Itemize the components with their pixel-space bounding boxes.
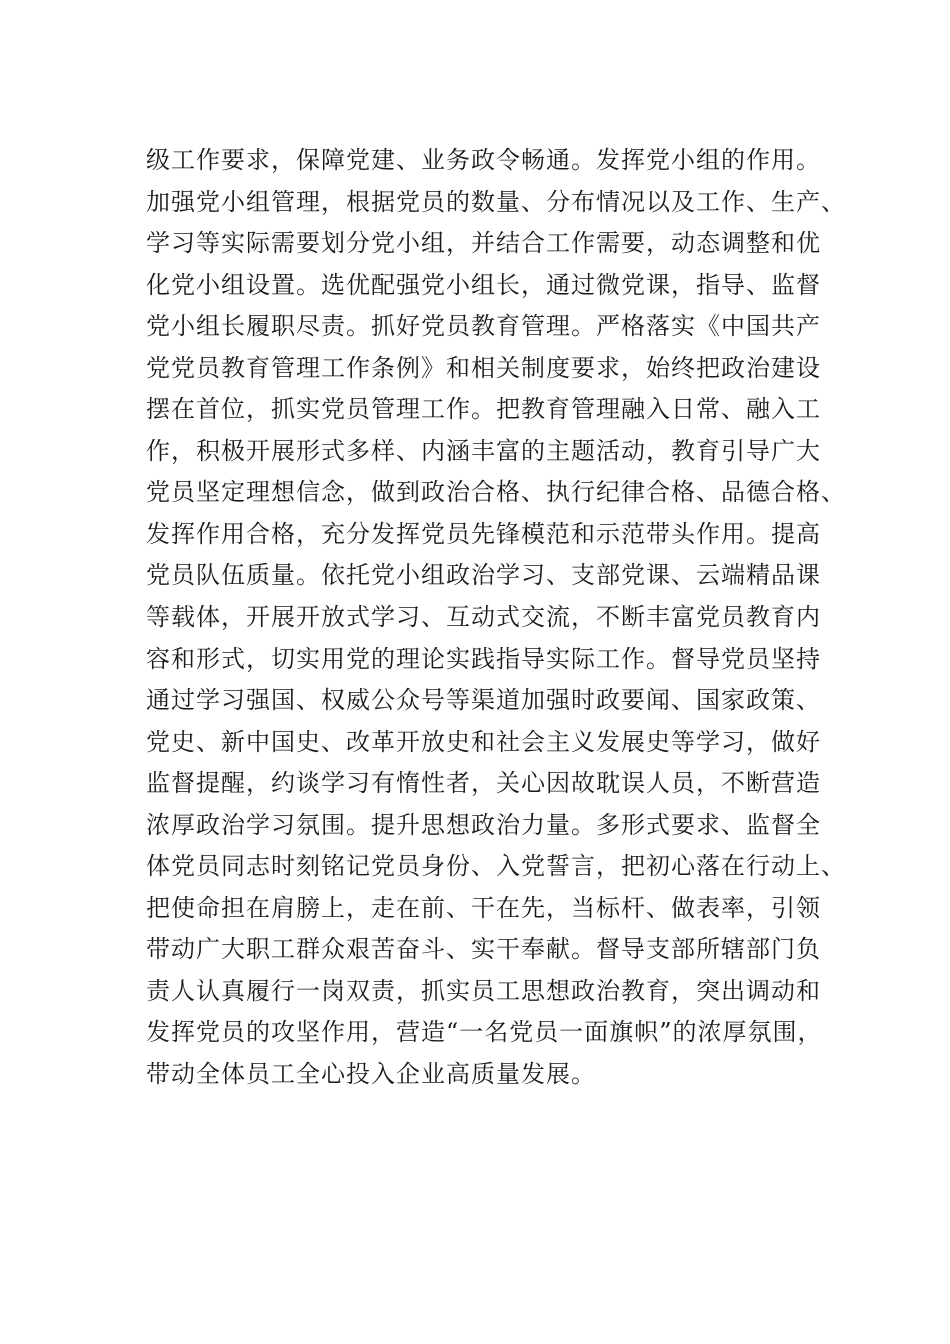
paragraph-line-15: 党史、新中国史、改革开放史和社会主义发展史等学习，做好 <box>146 727 821 756</box>
paragraph-line-20: 带动广大职工群众艰苦奋斗、实干奉献。督导支部所辖部门负 <box>146 935 821 964</box>
paragraph-line-8: 作，积极开展形式多样、内涵丰富的主题活动，教育引导广大 <box>146 436 821 465</box>
paragraph-line-22: 发挥党员的攻坚作用，营造“一名党员一面旗帜”的浓厚氛围， <box>146 1018 823 1047</box>
body-paragraph <box>146 140 846 1096</box>
paragraph-line-21: 责人认真履行一岗双责，抓实员工思想政治教育，突出调动和 <box>146 976 821 1005</box>
paragraph-line-7: 摆在首位，抓实党员管理工作。把教育管理融入日常、融入工 <box>146 395 821 424</box>
paragraph-line-19: 把使命担在肩膀上，走在前、干在先，当标杆、做表率，引领 <box>146 893 821 922</box>
paragraph-line-18: 体党员同志时刻铭记党员身份、入党誓言，把初心落在行动上、 <box>146 852 846 881</box>
paragraph-line-12: 等载体，开展开放式学习、互动式交流，不断丰富党员教育内 <box>146 603 821 632</box>
paragraph-line-5: 党小组长履职尽责。抓好党员教育管理。严格落实《中国共产 <box>146 312 821 341</box>
paragraph-line-9: 党员坚定理想信念，做到政治合格、执行纪律合格、品德合格、 <box>146 478 846 507</box>
paragraph-line-2: 加强党小组管理，根据党员的数量、分布情况以及工作、生产、 <box>146 187 846 216</box>
paragraph-line-6: 党党员教育管理工作条例》和相关制度要求，始终把政治建设 <box>146 353 821 382</box>
paragraph-line-23: 带动全体员工全心投入企业高质量发展。 <box>146 1060 596 1089</box>
paragraph-line-13: 容和形式，切实用党的理论实践指导实际工作。督导党员坚持 <box>146 644 821 673</box>
paragraph-line-14: 通过学习强国、权威公众号等渠道加强时政要闻、国家政策、 <box>146 686 821 715</box>
paragraph-line-1: 级工作要求，保障党建、业务政令畅通。发挥党小组的作用。 <box>146 146 821 174</box>
paragraph-line-3: 学习等实际需要划分党小组，并结合工作需要，动态调整和优 <box>146 229 821 258</box>
paragraph-line-17: 浓厚政治学习氛围。提升思想政治力量。多形式要求、监督全 <box>146 810 821 839</box>
paragraph-line-10: 发挥作用合格，充分发挥党员先锋模范和示范带头作用。提高 <box>146 519 821 548</box>
paragraph-line-4: 化党小组设置。选优配强党小组长，通过微党课，指导、监督 <box>146 270 821 299</box>
paragraph-line-11: 党员队伍质量。依托党小组政治学习、支部党课、云端精品课 <box>146 561 821 590</box>
paragraph-line-16: 监督提醒，约谈学习有惰性者，关心因故耽误人员，不断营造 <box>146 769 821 798</box>
